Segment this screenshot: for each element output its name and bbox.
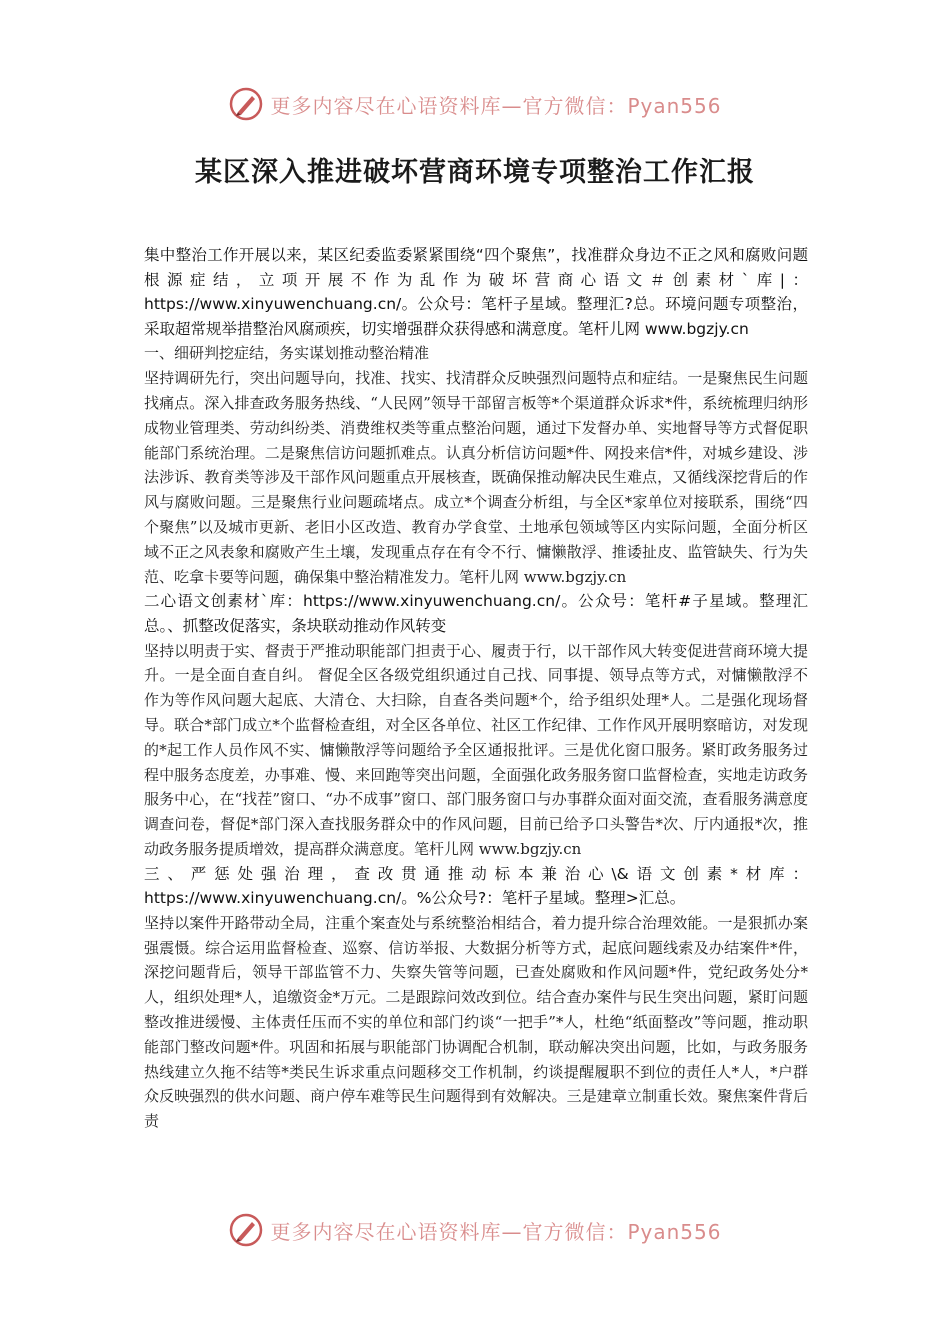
section-heading-2: 二心语文创素材`库：https://www.xinyuwenchuang.cn/。公众号：笔杆#子星域。整理汇总。、抓整改促落实，条块联动推动作风转变 bbox=[144, 592, 808, 635]
banner-text: 更多内容尽在心语资料库—官方微信：Pyan556 bbox=[270, 1219, 722, 1244]
section-body-1: 坚持调研先行，突出问题导向，找准、找实、找清群众反映强烈问题特点和症结。一是聚焦民生问题找痛点。深入排查政务服务热线、“人民网”领导干部留言板等*个渠道群众诉求*件，系统梳理归纳形成物业管理类、劳动纠纷类、消费维权类等重点整治问题，通过下发督办单、实地督导等方式督促职能部门系统治理。二是聚焦信访问题抓难点。认真分析信访问题*件、网投来信*件，对城乡建设、涉法涉诉、教育类等涉及干部作风问题重点开展核查，既确保推动解决民生难点，又循线深挖背后的作风与腐败问题。三是聚焦行业问题疏堵点。成立*个调查分析组，与全区*家单位对接联系，围绕“四个聚焦”以及城市更新、老旧小区改造、教育办学食堂、土地承包领域等区内实际问题，全面分析区域不正之风表象和腐败产生土壤，发现重点存在有令不行、慵懒散浮、推诿扯皮、监管缺失、行为失范、吃拿卡要等问题，确保集中整治精准发力。笔杆儿网 www.bgzjy.cn bbox=[144, 369, 808, 586]
section-heading-1: 一、细研判挖症结，务实谋划推动整治精准 bbox=[144, 344, 430, 363]
document-title: 某区深入推进破坏营商环境专项整治工作汇报 bbox=[195, 157, 755, 188]
banner-text: 更多内容尽在心语资料库—官方微信：Pyan556 bbox=[270, 93, 722, 118]
pen-logo-icon bbox=[228, 1212, 264, 1248]
header-banner bbox=[0, 82, 950, 126]
document-body bbox=[144, 243, 808, 1134]
intro-paragraph: 集中整治工作开展以来，某区纪委监委紧紧围绕“四个聚焦”，找准群众身边不正之风和腐败问题根源症结，立项开展不作为乱作为破坏营商心语文＃创素材`库|：https://www.xinyuwenchuang.cn/。公众号：笔杆子星域。整理汇?总。环境问题专项整治，采取超常规举措整治风腐顽疾，切实增强群众获得感和满意度。笔杆儿网 www.bgzjy.cn bbox=[144, 246, 808, 338]
pen-logo-icon bbox=[228, 86, 264, 122]
section-body-3: 坚持以案件开路带动全局，注重个案查处与系统整治相结合，着力提升综合治理效能。一是狠抓办案强震慑。综合运用监督检查、巡察、信访举报、大数据分析等方式，起底问题线索及办结案件*件，深挖问题背后，领导干部监管不力、失察失管等问题，已查处腐败和作风问题*件，党纪政务处分*人，组织处理*人，追缴资金*万元。二是跟踪问效改到位。结合查办案件与民生突出问题，紧盯问题整改推进缓慢、主体责任压而不实的单位和部门约谈“一把手”*人，杜绝“纸面整改”等问题，推动职能部门整改问题*件。巩固和拓展与职能部门协调配合机制，联动解决突出问题，比如，与政务服务热线建立久拖不结等*类民生诉求重点问题移交工作机制，约谈提醒履职不到位的责任人*人，*户群众反映强烈的供水问题、商户停车难等民生问题得到有效解决。三是建章立制重长效。聚焦案件背后责 bbox=[144, 913, 808, 1131]
footer-banner bbox=[0, 1208, 950, 1252]
section-body-2: 坚持以明责于实、督责于严推动职能部门担责于心、履责于行，以干部作风大转变促进营商环境大提升。一是全面自查自纠。 督促全区各级党组织通过自己找、同事提、领导点等方式，对慵懒散浮不作为等作风问题大起底、大清仓、大扫除，自查各类问题*个，给予组织处理*人。二是强化现场督导。联合*部门成立*个监督检查组，对全区各单位、社区工作纪律、工作作风开展明察暗访，对发现的*起工作人员作风不实、慵懒散浮等问题给予全区通报批评。三是优化窗口服务。紧盯政务服务过程中服务态度差，办事难、慢、来回跑等突出问题，全面强化政务服务窗口监督检查，实地走访政务服务中心，在“找茬”窗口、“办不成事”窗口、部门服务窗口与办事群众面对面交流，查看服务满意度调查问卷，督促*部门深入查找服务群众中的作风问题，目前已给予口头警告*次、厅内通报*次，推动政务服务提质增效，提高群众满意度。笔杆儿网 www.bgzjy.cn bbox=[144, 641, 808, 858]
section-heading-3: 三、严惩处强治理，查改贯通推动标本兼治心\&语文创素*材库：https://www.xinyuwenchuang.cn/。%公众号?：笔杆子星域。整理>汇总。 bbox=[144, 864, 808, 908]
